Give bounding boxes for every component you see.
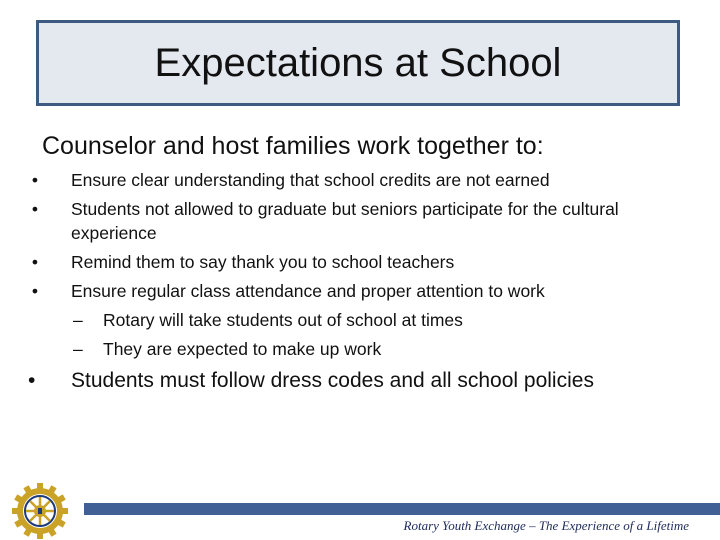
bullet-text: Remind them to say thank you to school teachers xyxy=(71,252,455,272)
intro-text: Counselor and host families work together to: xyxy=(42,132,544,160)
bullet-text: Students not allowed to graduate but seniors participate for the cultural experience xyxy=(71,199,619,243)
sub-list-item xyxy=(28,308,668,332)
final-bullet-text: Students must follow dress codes and all school policies xyxy=(71,369,594,392)
dash-icon: – xyxy=(73,310,83,330)
footer-bar xyxy=(84,503,720,515)
list-item xyxy=(28,250,668,274)
bullet-icon: • xyxy=(28,369,36,392)
sub-bullet-text: Rotary will take students out of school at times xyxy=(103,310,463,330)
sub-list-item xyxy=(28,337,668,361)
bullet-icon: • xyxy=(31,281,39,301)
list-item xyxy=(28,279,668,303)
list-item xyxy=(28,168,668,192)
footer-tagline: Rotary Youth Exchange – The Experience of a Lifetime xyxy=(403,518,689,533)
bullet-text: Ensure regular class attendance and proper attention to work xyxy=(71,281,545,301)
sub-bullet-text: They are expected to make up work xyxy=(103,339,382,359)
bullet-list xyxy=(28,168,668,366)
rotary-wheel-icon xyxy=(11,482,69,540)
dash-icon: – xyxy=(73,339,83,359)
list-item xyxy=(28,197,668,245)
bullet-icon: • xyxy=(31,170,39,190)
final-bullet xyxy=(28,366,594,396)
bullet-icon: • xyxy=(31,199,39,219)
title-box xyxy=(36,20,680,106)
bullet-text: Ensure clear understanding that school credits are not earned xyxy=(71,170,550,190)
slide-title: Expectations at School xyxy=(154,40,562,85)
bullet-icon: • xyxy=(31,252,39,272)
